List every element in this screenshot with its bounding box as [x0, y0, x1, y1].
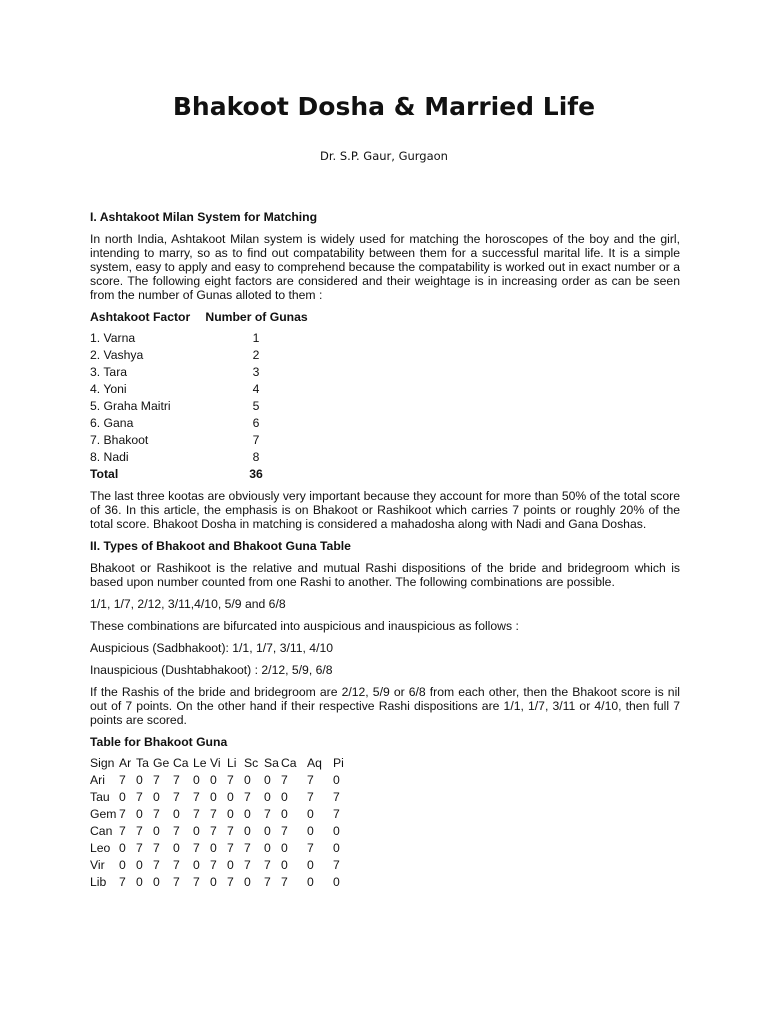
- guna-count: 3: [252, 365, 260, 379]
- bhakoot-value-cell: 7: [281, 773, 288, 787]
- bhakoot-value-cell: 7: [193, 807, 200, 821]
- bhakoot-value-cell: 0: [307, 858, 314, 872]
- auspicious-line: Auspicious (Sadbhakoot): 1/1, 1/7, 3/11, 4/10: [90, 641, 334, 655]
- bhakoot-value-cell: Ca: [173, 756, 189, 770]
- guna-header-count: Number of Gunas: [205, 310, 308, 324]
- bhakoot-value-cell: 0: [119, 841, 126, 855]
- bhakoot-sign-cell: Vir: [90, 858, 105, 872]
- bhakoot-value-cell: 7: [119, 824, 126, 838]
- bhakoot-value-cell: Vi: [210, 756, 221, 770]
- bhakoot-value-cell: Sc: [244, 756, 259, 770]
- bhakoot-value-cell: 7: [281, 824, 288, 838]
- bhakoot-value-cell: 0: [136, 875, 143, 889]
- section1-paragraph-2: The last three kootas are obviously very important because they account for more than 50% of the total score of 36. In this article, the emphasis is on Bhakoot or Rashikoot which carries 7 points or roughly 20% of the total score. Bhakoot Dosha in matching is considered a mahadosha along with Nadi and Gana Doshas.: [90, 489, 680, 531]
- bhakoot-value-cell: 7: [173, 773, 180, 787]
- bhakoot-value-cell: 0: [173, 841, 180, 855]
- bhakoot-row: [90, 874, 350, 891]
- bhakoot-value-cell: 0: [210, 773, 217, 787]
- bhakoot-value-cell: 7: [119, 807, 126, 821]
- bhakoot-value-cell: Ar: [119, 756, 132, 770]
- guna-count: 4: [252, 382, 260, 396]
- bhakoot-value-cell: 7: [244, 858, 251, 872]
- guna-factor: 8. Nadi: [90, 450, 129, 464]
- bhakoot-value-cell: Pi: [333, 756, 344, 770]
- guna-factor: 7. Bhakoot: [90, 433, 149, 447]
- bhakoot-value-cell: 7: [136, 841, 143, 855]
- bhakoot-value-cell: 7: [333, 807, 340, 821]
- bhakoot-value-cell: 0: [193, 824, 200, 838]
- guna-row: [90, 398, 266, 415]
- guna-count: 1: [252, 331, 260, 345]
- guna-count: 2: [252, 348, 260, 362]
- bhakoot-value-cell: 0: [264, 841, 271, 855]
- bhakoot-value-cell: 7: [153, 841, 160, 855]
- bhakoot-value-cell: 7: [210, 858, 217, 872]
- bhakoot-value-cell: 7: [307, 790, 314, 804]
- bhakoot-value-cell: 7: [193, 790, 200, 804]
- bhakoot-value-cell: 7: [153, 858, 160, 872]
- combinations-line: 1/1, 1/7, 2/12, 3/11,4/10, 5/9 and 6/8: [90, 597, 286, 611]
- inauspicious-line: Inauspicious (Dushtabhakoot) : 2/12, 5/9, 6/8: [90, 663, 333, 677]
- guna-factor: 6. Gana: [90, 416, 134, 430]
- guna-total-row: [90, 466, 266, 483]
- bhakoot-value-cell: 0: [210, 875, 217, 889]
- guna-factor: 3. Tara: [90, 365, 128, 379]
- bhakoot-row: [90, 772, 350, 789]
- bhakoot-sign-cell: Gem: [90, 807, 117, 821]
- bhakoot-value-cell: 0: [244, 807, 251, 821]
- bhakoot-value-cell: 0: [210, 790, 217, 804]
- bhakoot-value-cell: 7: [264, 858, 271, 872]
- bhakoot-value-cell: 0: [333, 773, 340, 787]
- bhakoot-row: [90, 840, 350, 857]
- bhakoot-value-cell: 0: [136, 858, 143, 872]
- bhakoot-value-cell: 7: [153, 807, 160, 821]
- bifurcated-line: These combinations are bifurcated into auspicious and inauspicious as follows :: [90, 619, 519, 633]
- bhakoot-value-cell: 7: [173, 824, 180, 838]
- bhakoot-sign-cell: Leo: [90, 841, 111, 855]
- section2-paragraph-2: If the Rashis of the bride and bridegroom are 2/12, 5/9 or 6/8 from each other, then the Bhakoot score is nil out of 7 points. On the other hand if their respective Rashi dispositions are 1/1, 1/7, 3/11 or 4/10, then full 7 points are scored.: [90, 685, 680, 727]
- bhakoot-value-cell: 0: [281, 790, 288, 804]
- bhakoot-value-cell: 7: [333, 790, 340, 804]
- guna-row: [90, 415, 266, 432]
- guna-row: [90, 330, 266, 347]
- bhakoot-value-cell: 7: [136, 790, 143, 804]
- guna-count: 7: [252, 433, 260, 447]
- bhakoot-value-cell: Li: [227, 756, 237, 770]
- bhakoot-value-cell: 0: [281, 858, 288, 872]
- bhakoot-guna-table: [90, 755, 350, 891]
- bhakoot-value-cell: 7: [307, 841, 314, 855]
- bhakoot-value-cell: 7: [227, 773, 234, 787]
- bhakoot-value-cell: 7: [119, 875, 126, 889]
- bhakoot-value-cell: 0: [227, 790, 234, 804]
- bhakoot-row: [90, 823, 350, 840]
- bhakoot-value-cell: 7: [136, 824, 143, 838]
- bhakoot-row: [90, 789, 350, 806]
- bhakoot-header-row: [90, 755, 350, 772]
- guna-total-label: Total: [90, 467, 119, 481]
- bhakoot-value-cell: 0: [193, 858, 200, 872]
- document-body: [90, 210, 680, 891]
- bhakoot-value-cell: Ca: [281, 756, 297, 770]
- bhakoot-value-cell: 0: [307, 824, 314, 838]
- bhakoot-value-cell: 0: [136, 807, 143, 821]
- bhakoot-value-cell: 0: [193, 773, 200, 787]
- guna-factor: 2. Vashya: [90, 348, 144, 362]
- bhakoot-value-cell: 0: [264, 790, 271, 804]
- bhakoot-value-cell: 0: [333, 841, 340, 855]
- bhakoot-table-title: Table for Bhakoot Guna: [90, 735, 228, 749]
- bhakoot-sign-cell: Tau: [90, 790, 110, 804]
- bhakoot-value-cell: 0: [307, 807, 314, 821]
- bhakoot-sign-cell: Can: [90, 824, 113, 838]
- bhakoot-value-cell: 0: [307, 875, 314, 889]
- section2-heading: II. Types of Bhakoot and Bhakoot Guna Table: [90, 539, 351, 553]
- guna-row: [90, 347, 266, 364]
- bhakoot-value-cell: 7: [281, 875, 288, 889]
- bhakoot-value-cell: 7: [244, 790, 251, 804]
- guna-table-header: [90, 310, 680, 324]
- bhakoot-value-cell: 7: [173, 858, 180, 872]
- author-line: Dr. S.P. Gaur, Gurgaon: [320, 149, 448, 163]
- bhakoot-value-cell: 0: [244, 875, 251, 889]
- bhakoot-value-cell: 7: [210, 807, 217, 821]
- bhakoot-value-cell: 7: [244, 841, 251, 855]
- guna-row: [90, 364, 266, 381]
- section1-paragraph-1: In north India, Ashtakoot Milan system is widely used for matching the horoscopes of the boy and the girl, intending to marry, so as to find out compatability between them for a successful marital life. It is a simple system, easy to apply and easy to comprehend because the compatability is worked out in exact number or a score. The following eight factors are considered and their weightage is in increasing order as can be seen from the number of Gunas alloted to them :: [90, 232, 680, 302]
- bhakoot-value-cell: 0: [264, 824, 271, 838]
- guna-count: 5: [252, 399, 260, 413]
- bhakoot-sign-cell: Sign: [90, 756, 115, 770]
- guna-table: [90, 330, 266, 483]
- bhakoot-value-cell: 7: [227, 841, 234, 855]
- section1-heading: I. Ashtakoot Milan System for Matching: [90, 210, 318, 224]
- bhakoot-value-cell: 7: [173, 790, 180, 804]
- bhakoot-value-cell: 0: [333, 875, 340, 889]
- bhakoot-row: [90, 857, 350, 874]
- guna-count: 6: [252, 416, 260, 430]
- section2-paragraph-1: Bhakoot or Rashikoot is the relative and mutual Rashi dispositions of the bride and bridegroom which is based upon number counted from one Rashi to another. The following combinations are possible.: [90, 561, 680, 589]
- guna-count: 8: [252, 450, 260, 464]
- bhakoot-value-cell: 7: [119, 773, 126, 787]
- page-title: Bhakoot Dosha & Married Life: [172, 92, 596, 121]
- bhakoot-value-cell: Ta: [136, 756, 149, 770]
- bhakoot-value-cell: 0: [136, 773, 143, 787]
- bhakoot-value-cell: 0: [264, 773, 271, 787]
- bhakoot-value-cell: 0: [333, 824, 340, 838]
- bhakoot-value-cell: 0: [244, 824, 251, 838]
- bhakoot-value-cell: 0: [281, 807, 288, 821]
- bhakoot-value-cell: Sa: [264, 756, 279, 770]
- bhakoot-value-cell: 0: [119, 790, 126, 804]
- bhakoot-value-cell: 7: [264, 807, 271, 821]
- bhakoot-value-cell: 7: [173, 875, 180, 889]
- bhakoot-value-cell: 7: [193, 875, 200, 889]
- bhakoot-value-cell: 0: [281, 841, 288, 855]
- guna-row: [90, 432, 266, 449]
- bhakoot-value-cell: Aq: [307, 756, 322, 770]
- bhakoot-value-cell: 7: [193, 841, 200, 855]
- guna-factor: 5. Graha Maitri: [90, 399, 171, 413]
- bhakoot-value-cell: 7: [227, 824, 234, 838]
- bhakoot-value-cell: 7: [307, 773, 314, 787]
- guna-factor: 4. Yoni: [90, 382, 127, 396]
- bhakoot-value-cell: 7: [210, 824, 217, 838]
- bhakoot-value-cell: Le: [193, 756, 207, 770]
- bhakoot-value-cell: 0: [210, 841, 217, 855]
- bhakoot-value-cell: 7: [333, 858, 340, 872]
- bhakoot-value-cell: 7: [153, 773, 160, 787]
- bhakoot-value-cell: 0: [227, 858, 234, 872]
- bhakoot-value-cell: 0: [153, 790, 160, 804]
- guna-total-value: 36: [249, 467, 263, 481]
- bhakoot-value-cell: 0: [153, 875, 160, 889]
- bhakoot-value-cell: 7: [227, 875, 234, 889]
- bhakoot-value-cell: 0: [244, 773, 251, 787]
- bhakoot-sign-cell: Ari: [90, 773, 105, 787]
- bhakoot-value-cell: 0: [227, 807, 234, 821]
- guna-header-factor: Ashtakoot Factor: [90, 310, 191, 324]
- bhakoot-value-cell: 7: [264, 875, 271, 889]
- bhakoot-sign-cell: Lib: [90, 875, 107, 889]
- guna-row: [90, 449, 266, 466]
- guna-row: [90, 381, 266, 398]
- guna-factor: 1. Varna: [90, 331, 136, 345]
- bhakoot-value-cell: 0: [173, 807, 180, 821]
- bhakoot-value-cell: 0: [153, 824, 160, 838]
- bhakoot-value-cell: Ge: [153, 756, 170, 770]
- bhakoot-row: [90, 806, 350, 823]
- bhakoot-value-cell: 0: [119, 858, 126, 872]
